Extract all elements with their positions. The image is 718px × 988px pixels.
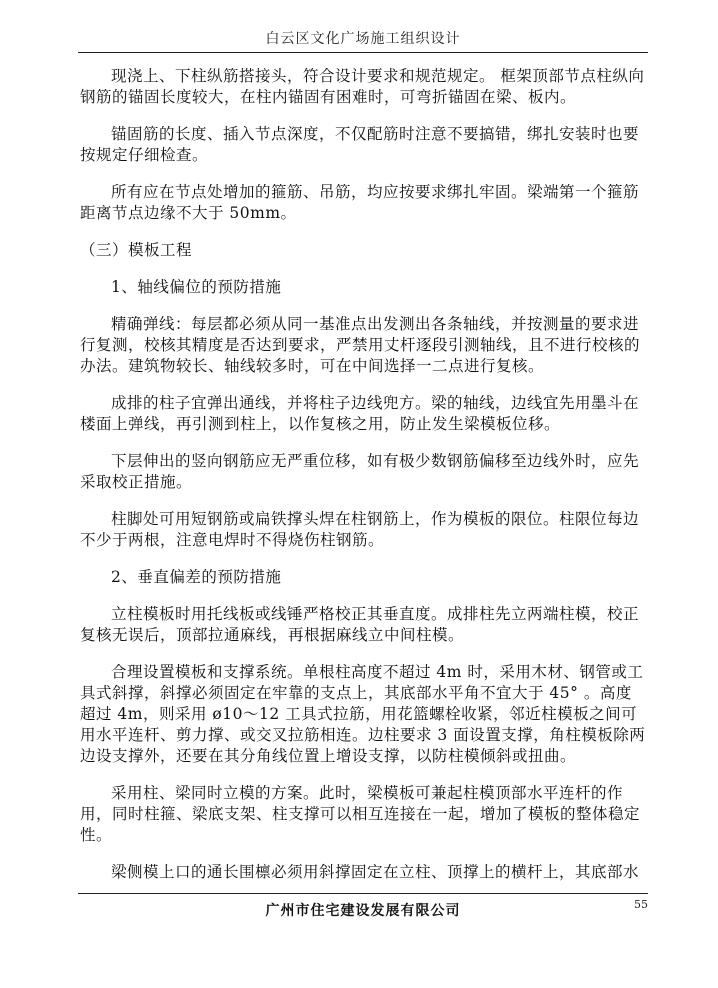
paragraph: 立柱模板时用托线板或线锤严格校正其垂直度。成排柱先立两端柱模，校正复核无误后，顶部拉通麻线，再根据麻线立中间柱模。	[80, 605, 640, 644]
paragraph: 现浇上、下柱纵筋搭接头，符合设计要求和规范规定。 框架顶部节点柱纵向钢筋的锚固长度较大，在柱内锚固有困难时，可弯折锚固在梁、板内。	[80, 67, 645, 106]
paragraph: 采用柱、梁同时立模的方案。此时，梁模板可兼起柱模顶部水平连杆的作用，同时柱箍、梁底支架、柱支撑可以相互连接在一起，增加了模板的整体稳定性。	[80, 784, 641, 844]
paragraph: 精确弹线：每层都必须从同一基准点出发测出各条轴线，并按测量的要求进行复测，校核其精度是否达到要求，严禁用丈杆逐段引测轴线，且不进行校核的办法。建筑物较长、轴线较多时，可在中间选择一二点进行复核。	[80, 315, 641, 375]
paragraph: 合理设置模板和支撑系统。单根柱高度不超过 4m 时，采用木材、钢管或工具式斜撑，斜撑必须固定在牢靠的支点上，其底部水平角不宜大于 45° 。高度超过 4m，则采用 ø10～12 工具式拉筋，用花篮螺栓收紧，邻近柱模板之间可用水平连杆、剪力撑、或交叉拉筋相连。边柱要求 3 面设置支撑，角柱模板除两边设支撑外，还要在其分角线位置上增设支撑，以防柱模倾斜或扭曲。	[80, 663, 646, 765]
footer-company: 广州市住宅建设发展有限公司	[265, 903, 461, 919]
header-divider	[78, 52, 648, 53]
page-header-title: 白云区文化广场施工组织设计	[265, 31, 461, 47]
paragraph: 所有应在节点处增加的箍筋、吊筋，均应按要求绑扎牢固。梁端第一个箍筋距离节点边缘不大于 50mm。	[80, 183, 640, 222]
document-body	[80, 66, 646, 899]
footer-divider	[78, 893, 648, 894]
subsection-heading: 2、垂直偏差的预防措施	[111, 568, 282, 586]
paragraph: 柱脚处可用短钢筋或扁铁撑头焊在柱钢筋上，作为模板的限位。柱限位每边不少于两根，注意电焊时不得烧伤柱钢筋。	[80, 510, 640, 549]
page-number: 55	[634, 898, 648, 911]
subsection-heading: 1、轴线偏位的预防措施	[111, 278, 282, 296]
paragraph: 成排的柱子宜弹出通线，并将柱子边线兜方。梁的轴线，边线宜先用墨斗在楼面上弹线，再引测到柱上，以作复核之用，防止发生梁模板位移。	[80, 394, 640, 433]
paragraph: 梁侧模上口的通长围檩必须用斜撑固定在立柱、顶撑上的横杆上，其底部水	[111, 863, 640, 881]
paragraph: 下层伸出的竖向钢筋应无严重位移，如有极少数钢筋偏移至边线外时，应先采取校正措施。	[80, 452, 640, 491]
section-heading: （三）模板工程	[80, 241, 193, 259]
paragraph: 锚固筋的长度、插入节点深度，不仅配筋时注意不要搞错，绑扎安装时也要按规定仔细检查。	[80, 125, 640, 164]
